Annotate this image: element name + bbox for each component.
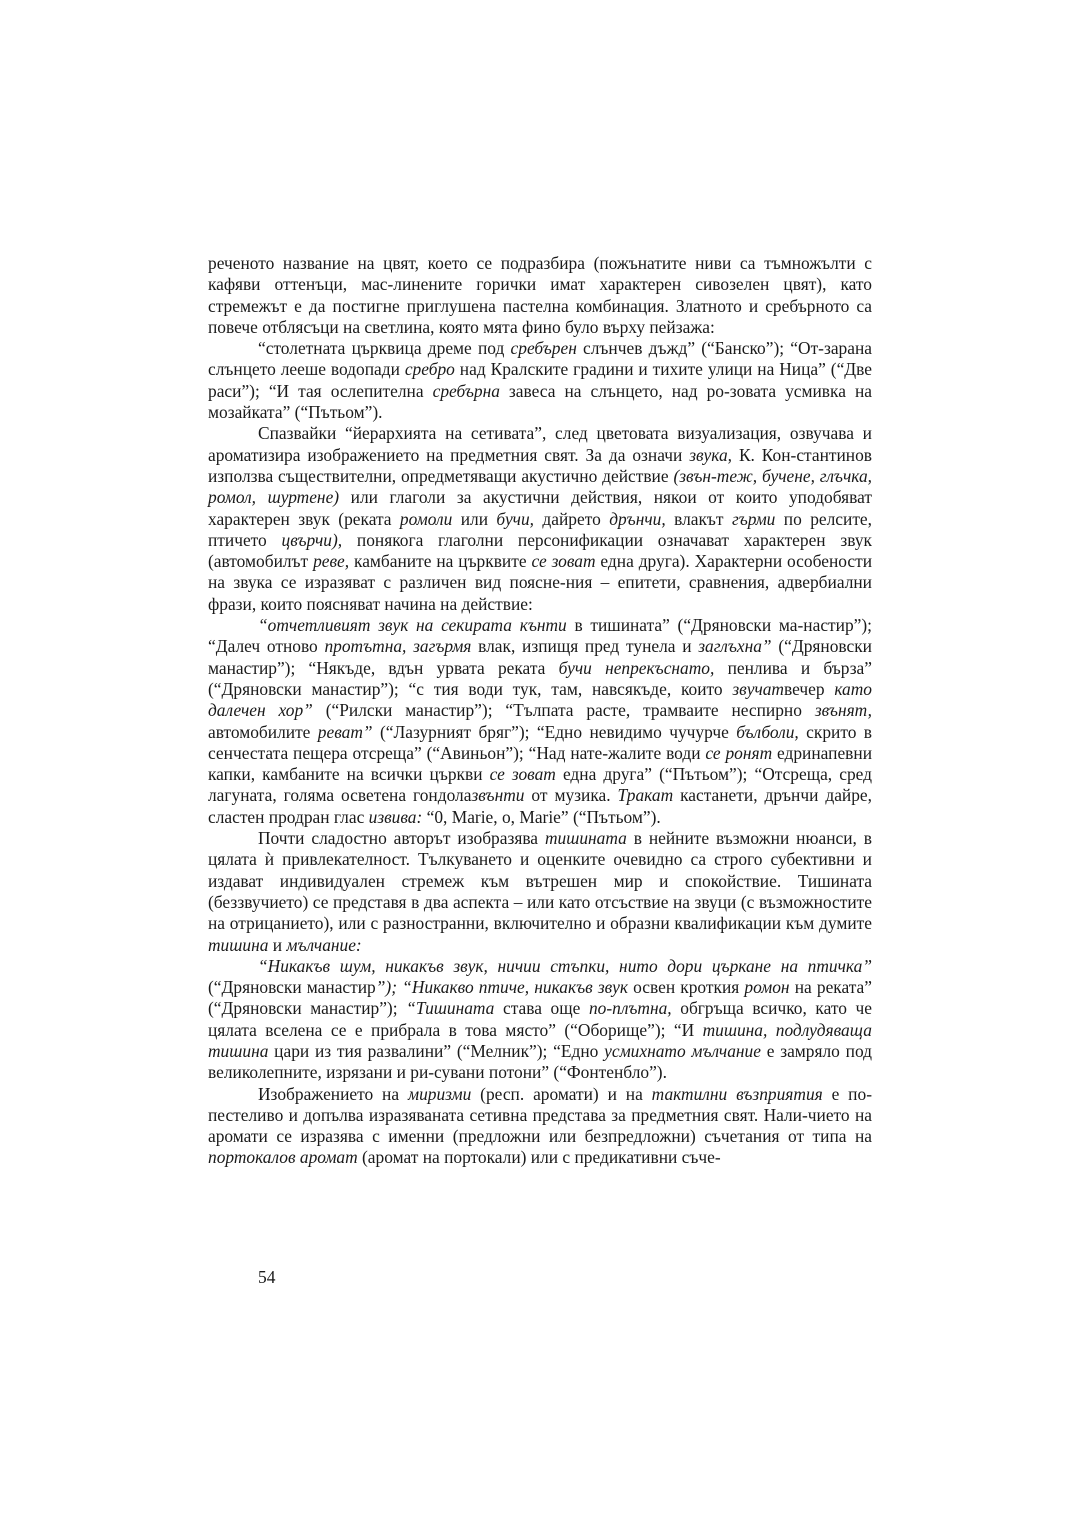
text-run: “0, Marie, о, Marie” (“Пътьом”).: [422, 806, 661, 827]
italic-phrase: ромон: [744, 977, 790, 998]
page-number: 54: [258, 1267, 276, 1287]
text-run: (“Дряновски манастир”); “Някъде, вдън урвата реката: [208, 636, 872, 678]
italic-phrase: по-плътна,: [588, 998, 672, 1019]
text-run: Спазвайки “йерархията на сетивата”, след цветовата визуализация, озвучава и ароматизира изображението на предметния свят. За да означи: [208, 423, 872, 465]
text-run: от музика.: [524, 785, 618, 806]
text-run: и: [268, 934, 287, 955]
italic-phrase: заглъхна”: [698, 636, 772, 657]
italic-phrase: се ронят: [705, 742, 773, 763]
italic-phrase: сребърна: [432, 380, 500, 401]
paragraph: [208, 956, 872, 1084]
italic-phrase: протътна, загърмя: [324, 636, 472, 657]
italic-phrase: бълболи,: [736, 721, 799, 742]
text-run: (респ. аромати) и на: [471, 1083, 652, 1104]
italic-phrase: тактилни възприятия: [651, 1083, 823, 1104]
text-run: пенлива и бърза” (“Дряновски манастир”); “с тия води тук, там, навсякъде, които: [208, 657, 872, 699]
italic-phrase: сребърен: [510, 338, 577, 359]
text-run: “столетната църквица дреме под: [258, 338, 511, 359]
text-run: (“Дряновски манастир: [208, 977, 376, 998]
paragraph: [208, 253, 872, 338]
italic-phrase: “Никакъв шум, никакъв звук, ничии стъпки, нито дори църкане на птичка”: [258, 955, 872, 976]
text-run: понякога глаголни персонификации означават характерен звук (автомобилът: [208, 529, 872, 572]
text-run: едринапевни капки, камбаните на всички църкви: [208, 742, 872, 785]
text-run: или: [452, 508, 497, 529]
italic-phrase: извива:: [368, 806, 423, 827]
text-run: по релсите, птичето: [208, 508, 872, 550]
italic-phrase: мълчание:: [286, 934, 362, 955]
text-run: влакът: [665, 508, 732, 529]
italic-phrase: звука,: [689, 444, 733, 465]
text-run: една друга). Характерни особености на звука се изразяват с различен вид поясне-ния – епитети, сравнения, адвербиални фрази, които поясняват начина на действие:: [208, 551, 872, 614]
text-run: слънчев дъжд” (“Банско”); “От-зарана слънцето лееше водопади: [208, 338, 872, 380]
italic-phrase: “отчетливият звук на секирата кънти: [258, 615, 567, 636]
text-run: влак, изпищя пред тунела и: [471, 636, 699, 657]
italic-phrase: реве,: [313, 551, 350, 572]
italic-phrase: звънти: [471, 785, 525, 806]
italic-phrase: се зоват: [489, 764, 556, 785]
text-run: К. Кон-стантинов използва съществителни, опредметяващи акустично действие: [208, 444, 872, 486]
text-run: една друга” (“Пътьом”); “Отсреща, сред лагуната, голяма осветена гондола: [208, 764, 872, 806]
text-run: (“Лазурният бряг”); “Едно невидимо чучурче: [372, 721, 737, 742]
italic-phrase: тишината: [544, 828, 627, 849]
text-run: цари из тия развалини” (“Мелник”); “Едно: [268, 1040, 605, 1061]
text-run: скрито в сенчестата пещера отсреща” (“Авиньон”); “Над нате-жалите води: [208, 721, 872, 763]
text-run: освен кроткия: [628, 977, 745, 998]
text-run: автомобилите: [208, 721, 318, 742]
text-run: над Кралските градини и тихите улици на Ница” (“Две раси”); “И тая ослепителна: [208, 359, 872, 401]
italic-phrase: като далечен хор”: [208, 678, 872, 721]
text-run: Почти сладостно авторът изобразява: [258, 828, 545, 849]
italic-phrase: бучи,: [496, 508, 534, 529]
italic-phrase: тишина: [208, 934, 269, 955]
text-run: в нейните възможни нюанси, в цялата ѝ привлекателност. Тълкуването и оценките очевидно са строго субективни и издават индивидуален стремеж към вътрешен мир и спокойствие. Тишината (беззвучието) се представя в два аспекта – или като отсъствие на звуци (с възможностите на отрицанието), или с разностранни, включително и образни квалификации към думите: [208, 828, 872, 934]
italic-phrase: ”); “Никакво птиче, никакъв звук: [375, 977, 629, 998]
text-run: кастанети, дрънчи дайре, сластен продран глас: [208, 785, 872, 827]
text-run: Изображението на: [258, 1083, 408, 1104]
italic-phrase: дрънчи,: [609, 508, 666, 529]
italic-phrase: цвърчи),: [281, 529, 343, 550]
italic-phrase: миризми: [407, 1083, 472, 1104]
text-run: е замряло под великолепните, изрязани и ри-сувани потони” (“Фонтенбло”).: [208, 1040, 872, 1083]
text-run: (аромат на портокали) или с предикативни съче-: [357, 1147, 721, 1168]
italic-phrase: ромоли: [399, 508, 453, 529]
text-run: вечер: [784, 678, 835, 699]
italic-phrase: (звън-теж, бучене, глъчка, ромол, шуртене): [208, 465, 872, 508]
italic-phrase: сребро: [404, 359, 455, 380]
italic-phrase: гърми: [731, 508, 776, 529]
text-run: камбаните на църквите: [349, 551, 532, 572]
italic-phrase: тишина, подлудяваща тишина: [208, 1019, 872, 1061]
text-run: на реката” (“Дряновски манастир”);: [208, 977, 872, 1019]
text-run: дайрето: [534, 508, 610, 529]
paragraph: [208, 615, 872, 828]
page-body: [208, 253, 872, 1313]
text-run: или глаголи за акустични действия, някои от които уподобяват характерен звук (реката: [208, 487, 872, 529]
text-run: в тишината” (“Дряновски ма-настир”); “Далеч отново: [208, 615, 872, 657]
paragraph: [208, 828, 872, 956]
text-run: става още: [494, 998, 589, 1019]
text-run: е по-пестеливо и допълва изразяваната сетивна представа за предметния свят. Нали-чието на аромати се изразява с именни (предложни или безпредложни) съчетания от типа на: [208, 1083, 872, 1147]
paragraph: [208, 338, 872, 423]
italic-phrase: звучат: [732, 678, 784, 699]
text-run: завеса на слънцето, над ро-зовата усмивка на мозайката” (“Пътьом”).: [208, 380, 872, 423]
italic-phrase: Тракат: [617, 785, 674, 806]
text-run: (“Рилски манастир”); “Тълпата расте, трамваите неспирно: [312, 700, 815, 721]
text-run: реченото название на цвят, което се подразбира (пожънатите ниви са тъмножълти с кафяви оттенъци, мас-линените горички имат характерен сивозелен цвят), като стремежът е да постигне приглушена пастелна комбинация. Златното и сребърното са повече отблясъци на светлина, която мята фино було върху пейзажа:: [208, 253, 872, 337]
paragraph: [208, 1084, 872, 1169]
italic-phrase: реват”: [317, 721, 373, 742]
italic-phrase: звънят,: [814, 700, 872, 721]
text-run: обгръща всичко, като че цялата вселена се е прибрала в това място” (“Оборище”); “И: [208, 998, 872, 1040]
italic-phrase: усмихнато мълчание: [604, 1040, 761, 1061]
italic-phrase: се зоват: [531, 551, 596, 572]
italic-phrase: “Тишината: [406, 998, 495, 1019]
italic-phrase: портокалов аромат: [208, 1147, 358, 1168]
paragraph: [208, 423, 872, 615]
italic-phrase: бучи непрекъснато,: [558, 657, 715, 678]
